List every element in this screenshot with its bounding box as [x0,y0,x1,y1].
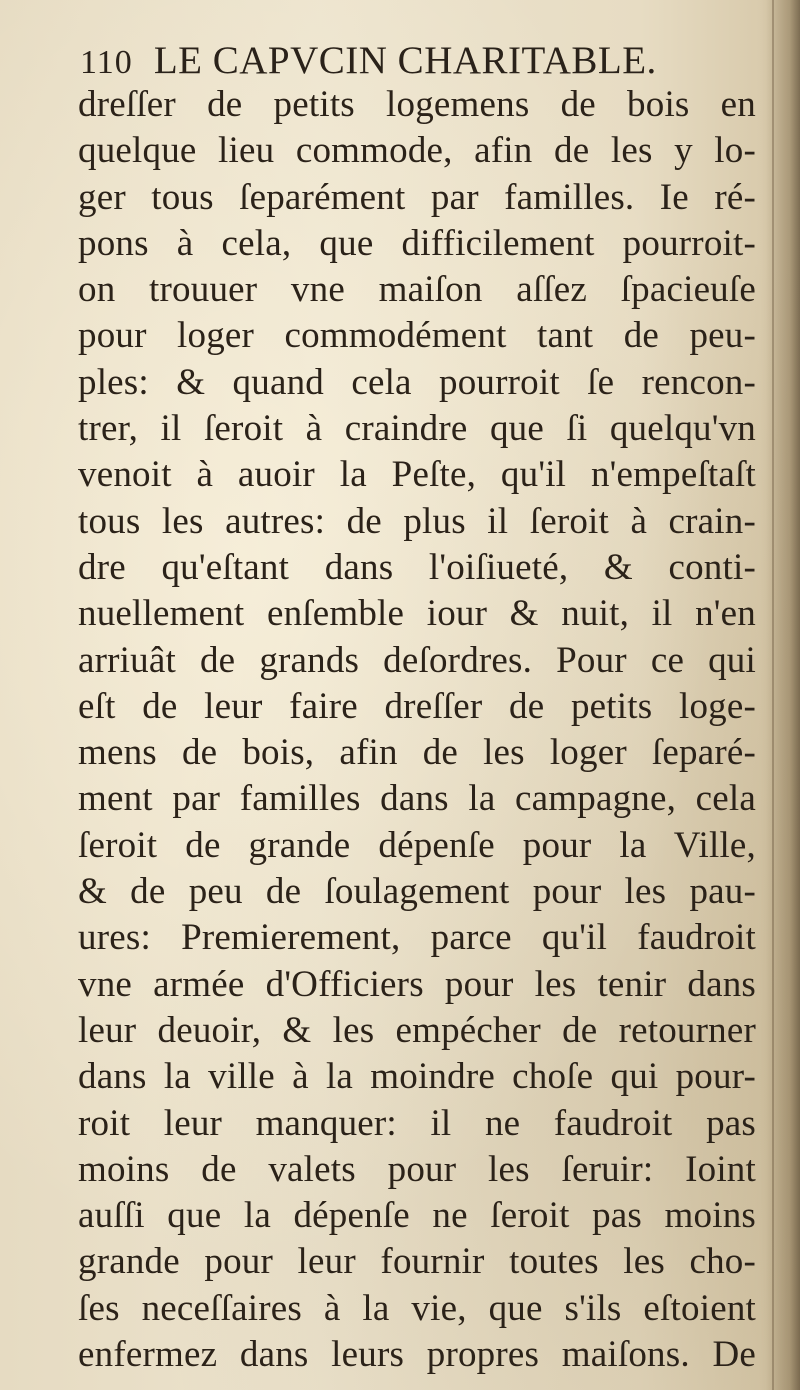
text-line: auſſi que la dépenſe ne ſeroit pas moins [78,1195,756,1237]
text-line: pons à cela, que difficilement pourroit- [78,222,756,264]
running-title: LE CAPVCIN CHARITABLE. [153,39,657,82]
text-line: venoit à auoir la Peſte, qu'il n'empeſtaſt [78,454,756,496]
text-line: ples: & quand cela pourroit ſe rencon- [78,361,756,403]
text-line: vne armée d'Officiers pour les tenir dans [78,963,756,1005]
text-line: pour loger commodément tant de peu- [78,315,756,357]
text-line: trer, il ſeroit à craindre que ſi quelqu'vn [78,408,756,450]
text-line: grande pour leur fournir toutes les cho- [78,1241,756,1283]
text-line: arriuât de grands deſordres. Pour ce qui [78,639,756,681]
text-line: dans la ville à la moindre choſe qui pour- [78,1056,756,1098]
text-line: tous les autres: de plus il ſeroit à crain- [78,500,756,542]
text-line: quelque lieu commode, afin de les y lo- [78,130,756,172]
text-line: ment par familles dans la campagne, cela [78,778,756,820]
body-text [78,82,778,1378]
text-line: ſeroit de grande dépenſe pour la Ville, [78,824,756,866]
page-number: 110 [80,44,133,81]
text-line: ures: Premierement, parce qu'il faudroit [78,917,756,959]
text-line: roit leur manquer: il ne faudroit pas [78,1102,756,1144]
text-line: eſt de leur faire dreſſer de petits loge- [78,685,756,727]
text-line: mens de bois, afin de les loger ſeparé- [78,732,756,774]
text-line: ger tous ſeparément par familles. Ie ré- [78,176,756,218]
text-line: & de peu de ſoulagement pour les pau- [78,871,756,913]
text-line: enfermez dans leurs propres maiſons. De [78,1334,756,1376]
text-line: leur deuoir, & les empécher de retourner [78,1009,756,1051]
text-line: dreſſer de petits logemens de bois en [78,84,756,125]
text-line: nuellement enſemble iour & nuit, il n'en [78,593,756,635]
text-line: dre qu'eſtant dans l'oiſiueté, & conti- [78,546,756,588]
text-line: on trouuer vne maiſon aſſez ſpacieuſe [78,269,756,311]
text-line: ſes neceſſaires à la vie, que s'ils eſtoient [78,1287,756,1329]
text-line: moins de valets pour les ſeruir: Ioint [78,1148,756,1190]
